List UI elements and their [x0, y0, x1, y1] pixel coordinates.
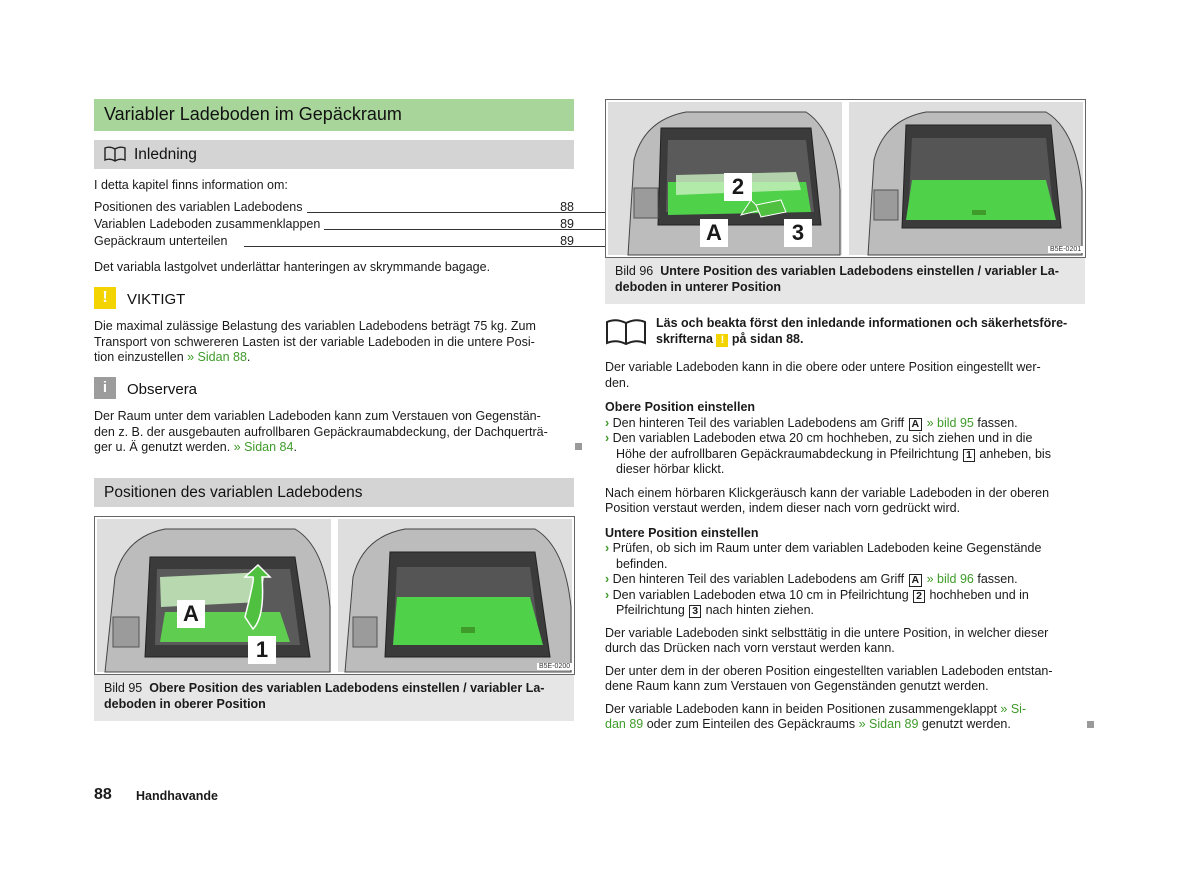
- section-end-marker: [1087, 721, 1094, 728]
- warning-icon: !: [94, 287, 116, 309]
- figure-95-label-a: A: [177, 600, 205, 628]
- link-sidan-89-cont[interactable]: dan 89: [605, 717, 644, 731]
- label-box-a: A: [909, 418, 923, 431]
- figure-95-code: B5E-0200: [539, 663, 571, 670]
- toc-label: Gepäckraum unterteilen: [94, 234, 231, 248]
- intro-heading: Inledning: [134, 146, 197, 163]
- step-item: › Den hinteren Teil des variablen Ladebodens am Griff A » bild 96 fassen.: [605, 572, 1018, 586]
- link-sidan-88[interactable]: » Sidan 88: [187, 350, 247, 364]
- section-title: Variabler Ladeboden im Gepäckraum: [104, 104, 402, 124]
- figure-96-caption: Bild 96 Untere Position des variablen Ladebodens einstellen / variabler La- deboden in unterer Position: [605, 258, 1085, 304]
- label-box-1: 1: [963, 449, 975, 462]
- step-item: › Den variablen Ladeboden etwa 20 cm hochheben, zu sich ziehen und in die: [605, 431, 1033, 445]
- upper-position-title: Obere Position einstellen: [605, 400, 756, 414]
- lower-position-title: Untere Position einstellen: [605, 525, 759, 540]
- toc-page: 89: [560, 234, 574, 248]
- toc-label: Variablen Ladeboden zusammenklappen: [94, 217, 324, 231]
- figure-96: [605, 99, 1086, 258]
- intro-lead: I detta kapitel finns information om:: [94, 178, 288, 192]
- note-text: Der Raum unter dem variablen Ladeboden kann zum Verstauen von Gegenstän- den z. B. der ausgebauten aufrollbaren Gepäckraumabdeckung, der Dachquerträ- ger u. Ä genutzt werden. » Sidan 84.: [94, 409, 548, 454]
- link-bild-96[interactable]: » bild 96: [926, 572, 974, 586]
- link-sidan-89[interactable]: » Si-: [1000, 701, 1027, 716]
- figure-96-illustration: [606, 100, 1085, 257]
- section-end-marker: [575, 443, 582, 450]
- figure-96-label-2: 2: [724, 173, 752, 201]
- figure-95-illustration: [95, 517, 574, 674]
- book-icon: [104, 146, 126, 167]
- important-heading: VIKTIGT: [127, 291, 186, 308]
- right-body: Der variable Ladeboden kann in die obere oder untere Position eingestellt wer- den. Obere Position einstellen › Den hinteren Teil des variablen Ladebodens am Griff A » bild 95 fassen. › Den variablen Ladeboden etwa 20 cm hochheben, zu sich ziehen und in die Höhe der aufrollbaren Gepäckraumabdeckung in Pfeilrichtung 1 anheben, bis dieser hörbar klickt. Nach einem hörbaren Klickgeräusch kann der variable Ladeboden in der oberen Position verstaut werden, indem dieser nach vorn gedrückt wird. Untere Position einstellen › Prüfen, ob sich im Raum unter dem variablen Ladeboden keine Gegenstände befinden. › Den hinteren Teil des variablen Ladebodens am Griff A » bild 96 fassen. › Den variablen Ladeboden etwa 10 cm in Pfeilrichtung 2 hochheben und in Pfeilrichtung 3 nach hinten ziehen. Der variable Ladeboden sinkt selbsttätig in die untere Position, in welcher dieser durch das Drücken nach vorn verstaut werden kann. Der unter dem in der oberen Position eingestellten variablen Ladeboden entstan- dene Raum kann zum Verstauen von Gegenständen genutzt werden. Der variable Ladeboden kann in beiden Positionen zusammengeklappt » Si- dan 89 oder zum Einteilen des Gepäckraums » Sidan 89 genutzt werden.: [605, 360, 1085, 733]
- figure-95-caption: Bild 95 Obere Position des variablen Ladebodens einstellen / variabler La- deboden in oberer Position: [94, 675, 574, 721]
- intro-body: Det variabla lastgolvet underlättar hanteringen av skrymmande bagage.: [94, 260, 491, 274]
- important-text: Die maximal zulässige Belastung des variablen Ladebodens beträgt 75 kg. Zum Transport von schwereren Lasten ist der variable Ladeboden in die untere Posi- tion einzustellen » Sidan 88.: [94, 319, 536, 364]
- step-item: › Den variablen Ladeboden etwa 10 cm in Pfeilrichtung 2 hochheben und in: [605, 587, 1029, 602]
- label-box-2: 2: [913, 590, 925, 603]
- note-heading: Observera: [127, 381, 198, 398]
- info-icon: i: [94, 377, 116, 399]
- figure-96-code: B5E-0201: [1050, 246, 1082, 253]
- toc-page: 88: [560, 200, 574, 214]
- toc-label: Positionen des variablen Ladebodens: [94, 200, 307, 214]
- label-box-3: 3: [689, 605, 701, 618]
- link-bild-95[interactable]: » bild 95: [926, 415, 974, 430]
- step-item: › Den hinteren Teil des variablen Ladebodens am Griff A » bild 95 fassen.: [605, 415, 1018, 430]
- warning-icon: !: [716, 334, 728, 347]
- toc-row[interactable]: [94, 234, 574, 250]
- toc-page: 89: [560, 217, 574, 231]
- book-icon: [605, 318, 647, 351]
- toc-row[interactable]: [94, 217, 574, 233]
- positions-heading-bar: [94, 478, 574, 507]
- page-number: 88: [94, 786, 112, 803]
- label-box-a: A: [909, 574, 923, 587]
- read-first-note: Läs och beakta först den inledande informationen och säkerhetsföre- skrifterna ! på sidan 88.: [656, 316, 1068, 346]
- intro-heading-bar: [94, 140, 574, 169]
- figure-96-label-a: A: [700, 219, 728, 247]
- footer-section: Handhavande: [136, 789, 218, 803]
- toc-row[interactable]: [94, 200, 574, 216]
- positions-heading: Positionen des variablen Ladebodens: [104, 484, 363, 501]
- section-title-bar: [94, 99, 574, 131]
- figure-95-label-1: 1: [248, 636, 276, 664]
- link-sidan-89-second[interactable]: » Sidan 89: [858, 717, 919, 731]
- figure-95: [94, 516, 575, 675]
- step-item: › Prüfen, ob sich im Raum unter dem variablen Ladeboden keine Gegenstände: [605, 541, 1042, 555]
- link-sidan-84[interactable]: » Sidan 84: [233, 440, 294, 454]
- figure-96-label-3: 3: [784, 219, 812, 247]
